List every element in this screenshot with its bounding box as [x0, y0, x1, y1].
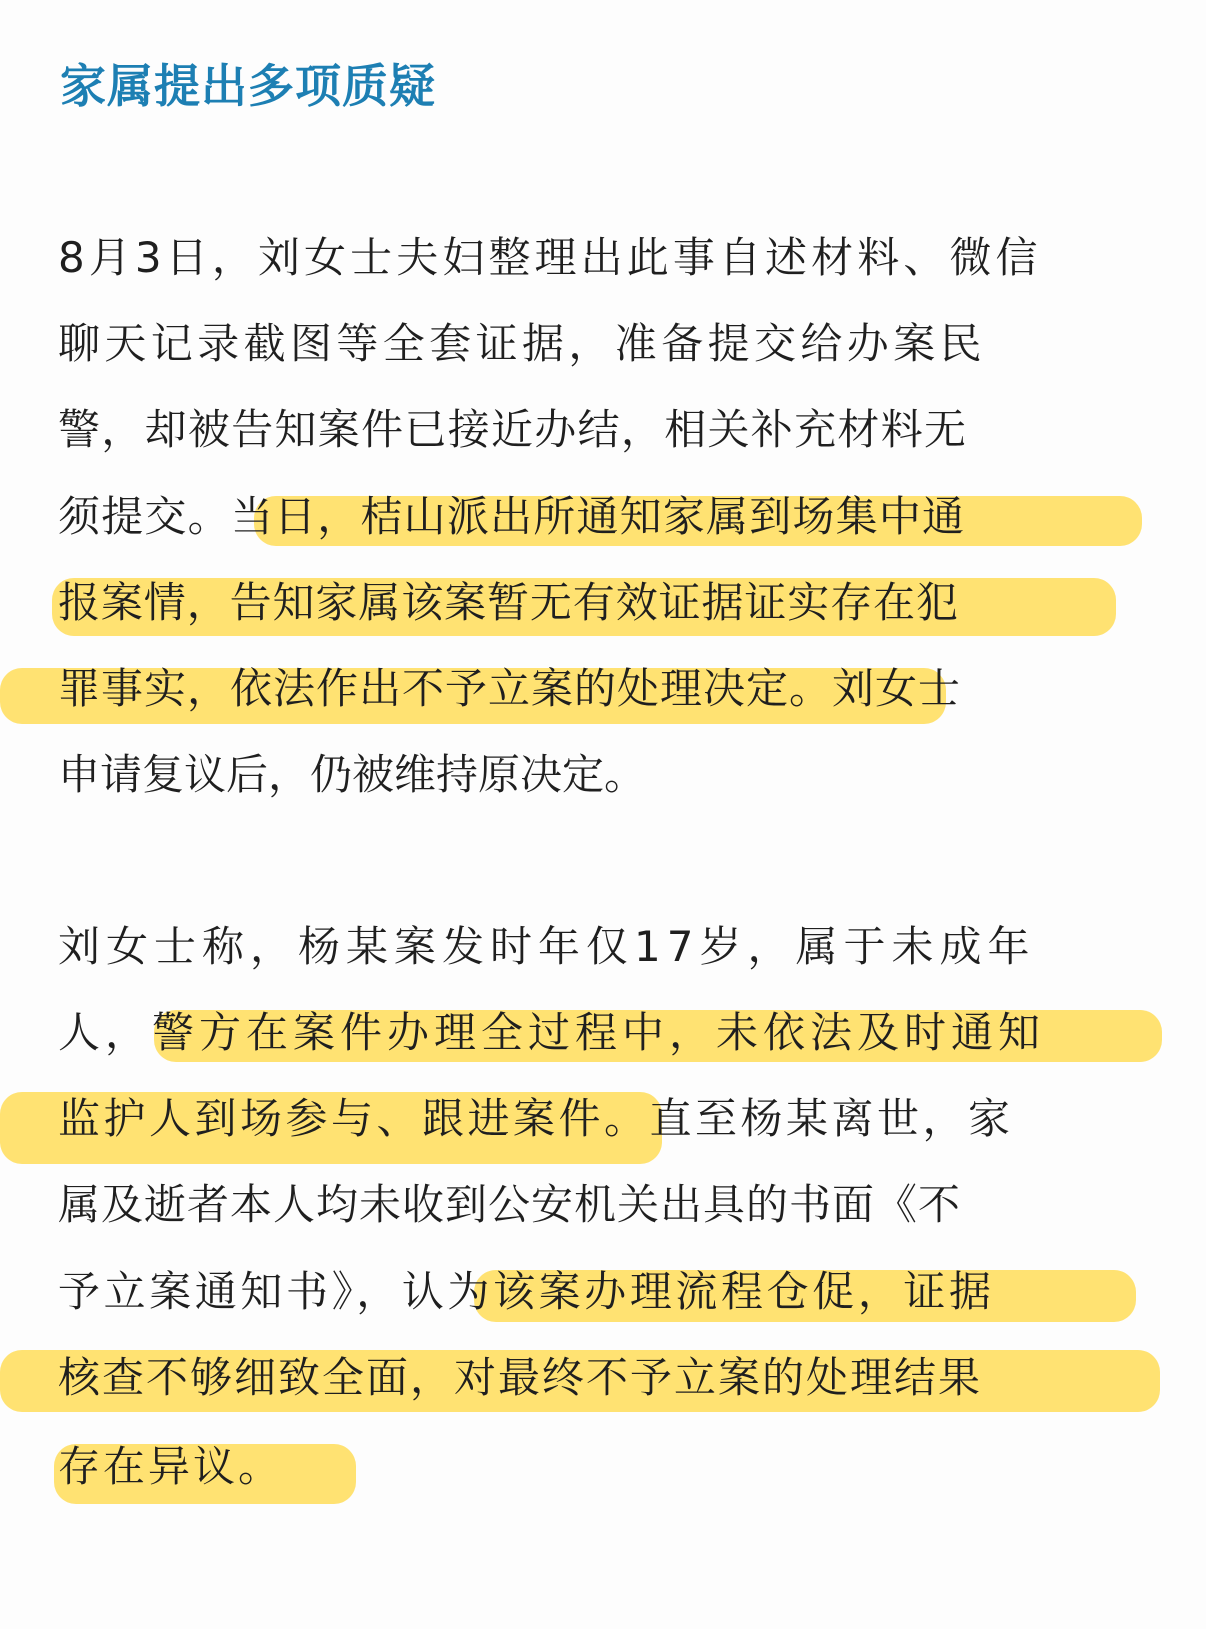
- paragraph-1-line-4: [58, 487, 1108, 547]
- paragraph-2-line-2: [58, 1003, 1108, 1063]
- text-span: 刘女士: [832, 664, 962, 713]
- paragraph-2-line-1: [58, 917, 1108, 977]
- text-span: 人，: [58, 1008, 153, 1057]
- paragraph-2-line-3: [58, 1089, 1108, 1149]
- text-span: 8月3日，刘女士夫妇整理出此事自述材料、微信: [58, 233, 1042, 282]
- text-span: 属及逝者本人均未收到公安机关出具的书面《不: [58, 1180, 962, 1229]
- paragraph-1-line-5: [58, 573, 1108, 633]
- highlighted-text: 核查不够细致全面，对最终不予立案的处理结果: [58, 1353, 983, 1402]
- text-span: 聊天记录截图等全套证据，准备提交给办案民: [58, 319, 987, 368]
- paragraph-2-line-5: [58, 1262, 1108, 1322]
- highlighted-text: 罪事实，依法作出不予立案的处理决定。: [58, 664, 833, 713]
- highlighted-text: 认为该案办理流程仓促，证据: [401, 1267, 995, 1316]
- highlighted-text: 当日，桔山派出所通知家属到场集中通: [230, 492, 966, 541]
- paragraph-2-line-6: [58, 1348, 1108, 1408]
- section-heading: 家属提出多项质疑: [60, 59, 436, 113]
- paragraph-1-line-6: [58, 659, 1108, 719]
- highlighted-text: 存在异议。: [58, 1442, 284, 1491]
- text-span: 警，却被告知案件已接近办结，相关补充材料无: [58, 405, 968, 454]
- paragraph-1-line-7: [58, 745, 1108, 805]
- paragraph-1-line-2: [58, 314, 1108, 374]
- paragraph-2-line-7: [58, 1437, 1108, 1497]
- highlighted-text: 监护人到场参与、跟进案件: [58, 1094, 605, 1143]
- text-span: 。直至杨某离世，家: [604, 1094, 1014, 1143]
- paragraph-2-line-4: [58, 1175, 1108, 1235]
- text-span: 须提交。: [58, 492, 231, 541]
- text-span: 刘女士称，杨某案发时年仅17岁，属于未成年: [58, 922, 1036, 971]
- text-span: 申请复议后，仍被维持原决定。: [58, 750, 647, 799]
- text-span: 予立案通知书》，: [58, 1267, 402, 1316]
- highlighted-text: 报案情，告知家属该案暂无有效证据证实存在犯: [58, 578, 959, 627]
- paragraph-1-line-1: [58, 228, 1108, 288]
- highlighted-text: 警方在案件办理全过程中，未依法及时通知: [152, 1008, 1046, 1057]
- paragraph-1-line-3: [58, 400, 1108, 460]
